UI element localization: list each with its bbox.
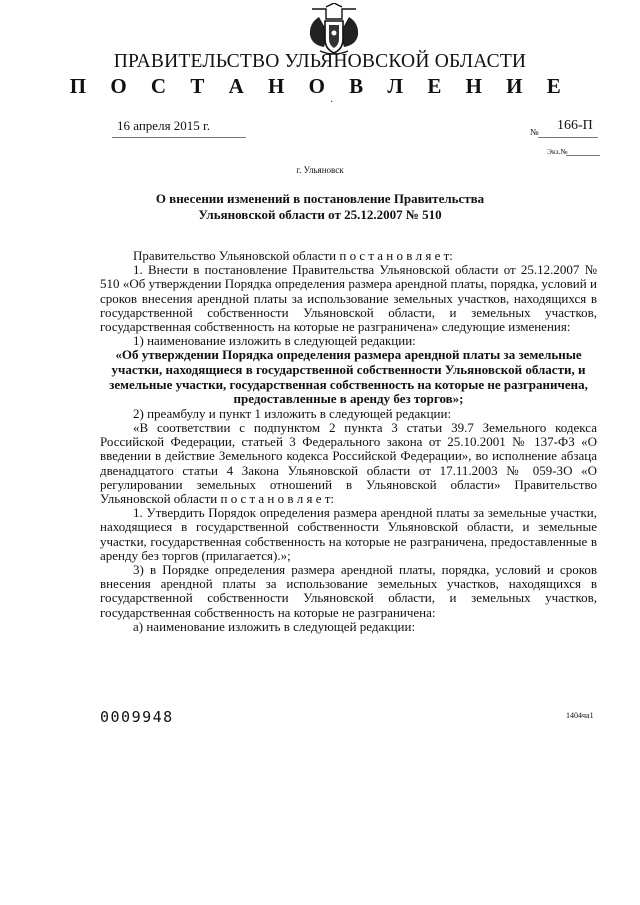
paragraph-preamble: Правительство Ульяновской области п о с т а н о в л я е т:: [133, 248, 453, 263]
number-underline: [538, 137, 598, 138]
date-underline: [112, 137, 246, 138]
city-name: г. Ульяновск: [296, 165, 344, 175]
separator-dot: ·: [330, 97, 334, 108]
number-sign: №: [530, 127, 539, 137]
paragraph-subitem-a: а) наименование изложить в следующей редакции:: [133, 618, 416, 634]
paragraph-new-item-1: 1. Утвердить Порядок определения размера арендной платы за земельные участки, находящиеся в государственной собственности Ульяновской области, и земельные участки, государственная собственность на которые не разграничена, предоставленные в аренду без торгов (прилагается).»;: [100, 505, 597, 563]
copy-number-label: Экз.№: [547, 147, 568, 156]
copy-underline: [566, 155, 600, 156]
document-body: [100, 249, 597, 634]
government-name: ПРАВИТЕЛЬСТВО УЛЬЯНОВСКОЙ ОБЛАСТИ: [113, 51, 527, 72]
coat-of-arms-icon: [304, 3, 364, 57]
paragraph-subitem-2: 2) преамбулу и пункт 1 изложить в следующей редакции:: [133, 405, 452, 421]
paragraph-new-preamble: «В соответствии с подпунктом 2 пункта 3 статьи 39.7 Земельного кодекса Российской Федерации, статьей 3 Федерального закона от 25.10.2001 № 137-ФЗ «О введении в действие Земельного кодекса Российской Федерации», во исполнение абзаца двенадцатого статьи 4 Закона Ульяновской области от 17.11.2003 № 059-ЗО «О регулировании земельных отношений в Ульяновской области» Правительство Ульяновской области п о с т а н о в л я е т:: [100, 420, 597, 507]
paragraph-new-title: «Об утверждении Порядка определения размера арендной платы за земельные участки, находящиеся в государственной собственности Ульяновской области, и земельные участки, государственная собственность на которые не разграничена, предоставленные в аренду без торгов»;: [109, 347, 588, 407]
paragraph-subitem-1: 1) наименование изложить в следующей редакции:: [133, 333, 416, 349]
form-code: 1404ча1: [566, 711, 594, 720]
document-title: О внесении изменений в постановление Правительства Ульяновской области от 25.12.2007 № 510: [155, 191, 485, 222]
serial-number: 0009948: [100, 708, 174, 726]
document-date: 16 апреля 2015 г.: [117, 118, 211, 133]
document-number: 166-П: [557, 118, 593, 133]
paragraph-subitem-3: 3) в Порядке определения размера арендной платы, порядка, условий и сроков внесения арендной платы за использование земельных участков, находящихся в государственной собственности Ульяновской области, и земельных участков, государственная собственность на которые не разграничена:: [100, 562, 597, 620]
document-type: П О С Т А Н О В Л Е Н И Е: [69, 74, 571, 98]
paragraph-item-1: 1. Внести в постановление Правительства Ульяновской области от 25.12.2007 № 510 «Об утверждении Порядка определения размера арендной платы, порядка, условий и сроков внесения арендной платы за использование земельных участков, находящихся в государственной собственности Ульяновской области, и земельных участков, государственная собственность на которые не разграничена» следующие изменения:: [100, 262, 597, 335]
